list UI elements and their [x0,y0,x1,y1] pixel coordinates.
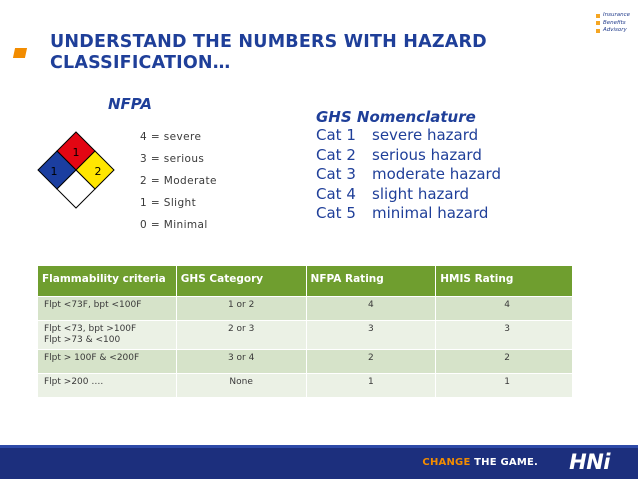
ghs-desc: slight hazard [372,184,470,203]
ghs-cell: 1 or 2 [176,297,306,321]
ghs-cell: None [176,374,306,398]
legend-item: 0 = Minimal [140,219,208,231]
criteria-line: Flpt <73F, bpt <100F [44,300,142,310]
column-header: HMIS Rating [436,266,573,297]
table-row [38,374,573,398]
table-row [38,321,573,350]
ghs-cat: Cat 2 [316,145,356,164]
ghs-list [316,126,501,224]
nfpa-diamond-svg [36,130,116,210]
footer-tagline [422,457,538,468]
nfpa-heading: NFPA [108,95,153,113]
ghs-cell: 2 or 3 [176,321,306,350]
criteria-cell [38,321,177,350]
brand-tag-label: Advisory [603,27,627,33]
criteria-line: Flpt >73 & <100 [44,335,121,345]
hmis-cell: 4 [436,297,573,321]
ghs-item [316,165,501,185]
bullet-square-icon [596,21,600,25]
brand-tag-label: Insurance [603,12,630,18]
legend-item: 4 = severe [140,131,202,143]
table-row [38,350,573,374]
bullet-square-icon [596,29,600,33]
footer-stripe [0,445,638,448]
diamond-top-number: 1 [72,146,80,159]
nfpa-cell: 1 [306,374,436,398]
ghs-cat: Cat 5 [316,204,356,222]
ghs-cat: Cat 4 [316,184,356,203]
ghs-desc: serious hazard [372,145,482,164]
tagline-accent: CHANGE [422,457,471,468]
table-row [38,297,573,321]
page-title-line: UNDERSTAND THE NUMBERS WITH HAZARD [50,32,487,52]
legend-item: 1 = Slight [140,197,197,209]
brand-tag [596,12,630,20]
brand-tags [596,12,630,35]
ghs-item [316,204,501,224]
hmis-cell: 2 [436,350,573,374]
ghs-heading: GHS Nomenclature [316,108,476,126]
nfpa-diamond-icon [36,130,116,210]
nfpa-cell: 3 [306,321,436,350]
brand-tag-label: Benefits [603,19,626,26]
column-header: NFPA Rating [306,266,436,297]
ghs-cell: 3 or 4 [176,350,306,374]
brand-tag [596,20,630,28]
nfpa-cell: 2 [306,350,436,374]
ghs-cat: Cat 3 [316,165,356,183]
nfpa-cell: 4 [306,297,436,321]
criteria-cell [38,350,177,374]
page-title-line: CLASSIFICATION… [50,53,231,73]
bullet-square-icon [596,14,600,18]
column-header: GHS Category [176,266,306,297]
criteria-cell [38,374,177,398]
diamond-left-number: 1 [50,165,58,178]
tagline-rest: THE GAME. [470,457,538,468]
ghs-desc: severe hazard [372,126,479,144]
footer-bar [0,445,638,479]
legend-item: 3 = serious [140,153,205,165]
table-header-row [38,266,573,297]
criteria-line: Flpt >200 …. [44,377,104,387]
ghs-desc: minimal hazard [372,204,489,222]
ghs-item [316,126,501,146]
brand-logo: HNi [569,450,610,474]
diamond-right-number: 2 [94,165,102,178]
criteria-line: Flpt <73, bpt >100F [44,324,137,334]
ghs-item [316,146,501,166]
legend-item: 2 = Moderate [140,175,217,187]
ghs-item [316,185,501,205]
hmis-cell: 3 [436,321,573,350]
criteria-line: Flpt > 100F & <200F [44,353,140,363]
nfpa-legend [140,131,217,241]
criteria-cell [38,297,177,321]
column-header: Flammability criteria [38,266,177,297]
ghs-cat: Cat 1 [316,126,356,144]
flammability-table [37,265,573,398]
ghs-desc: moderate hazard [372,165,501,183]
title-marker-icon [13,48,27,58]
page-title [50,32,487,74]
hmis-cell: 1 [436,374,573,398]
brand-tag [596,27,630,35]
